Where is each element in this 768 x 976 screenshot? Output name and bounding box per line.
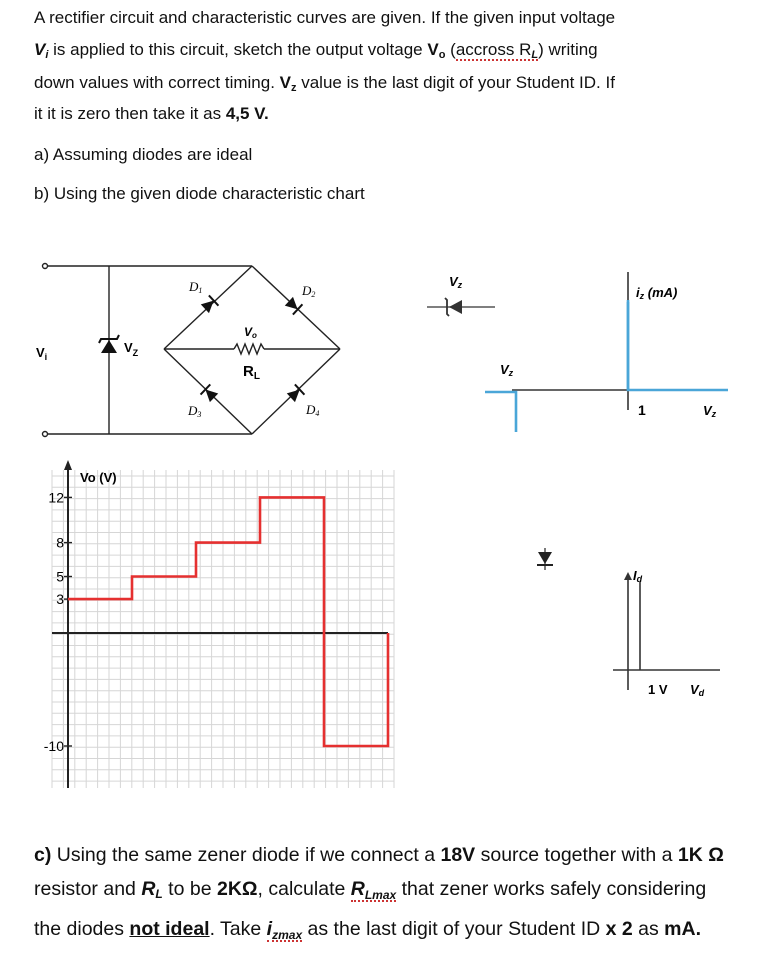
vo-chart [44,460,394,788]
y-axis-arrow-icon [64,460,72,470]
part-a: a) Assuming diodes are ideal [34,145,253,164]
vz-mark-label: Vz [500,362,514,378]
problem-line-3: down values with correct timing. $V_z$ value is the last digit of your Student ID. If [34,73,615,94]
problem-line-4: it it is zero then take it as 4,5 V. [34,104,269,123]
y-tick-label: -10 [43,738,64,754]
diode-characteristic-plot [613,572,720,690]
zener-characteristic-plot [485,272,728,432]
vz-axis-label: Vz [703,403,717,419]
zener-symbol-label: Vz [449,274,463,290]
diode-symbol-icon [537,548,553,570]
part-c: c) Using the same zener diode if we connect a 18V source together with a 1K Ω resistor and RL to be 2KΩ, calculate $R_{Lmax}$ that zener works safely considering the diodes not ideal. Take $i_{zmax}$ as the last digit of your Student ID x 2 as mA. [34,844,724,942]
y-tick-label: 5 [56,568,64,585]
one-v-label: 1 V [648,682,668,697]
vd-label: Vd [690,682,705,698]
vz-label: $V_Z$ [124,340,139,358]
diode-d4-icon [286,384,304,402]
d1-label: D1 [189,279,203,295]
vo-label: Vo [244,325,257,340]
zener-symbol-icon [427,298,495,316]
vi-label: $V_i$ [36,345,48,362]
vo-series-line [68,497,388,746]
part-b: b) Using the given diode characteristic chart [34,184,365,203]
y-tick-label: 3 [56,591,64,608]
rl-label: $R_L$ [243,363,260,382]
y-tick-label: 8 [56,534,64,551]
problem-line-2: $V_i$ is applied to this circuit, sketch the output voltage $V_o$ (accross $R_L$) writing [34,40,598,61]
iz-label: iz (mA) [636,285,678,301]
diode-d1-icon [200,295,218,313]
id-label: Id [633,568,643,584]
y-axis-label: Vo (V) [80,470,117,485]
problem-line-1: A rectifier circuit and characteristic curves are given. If the given input voltage [34,8,616,27]
zener-one-mark: 1 [638,402,646,418]
d3-label: D3 [188,403,202,419]
d2-label: D2 [302,283,316,299]
y-tick-label: 12 [48,489,64,506]
d4-label: D4 [306,402,320,418]
